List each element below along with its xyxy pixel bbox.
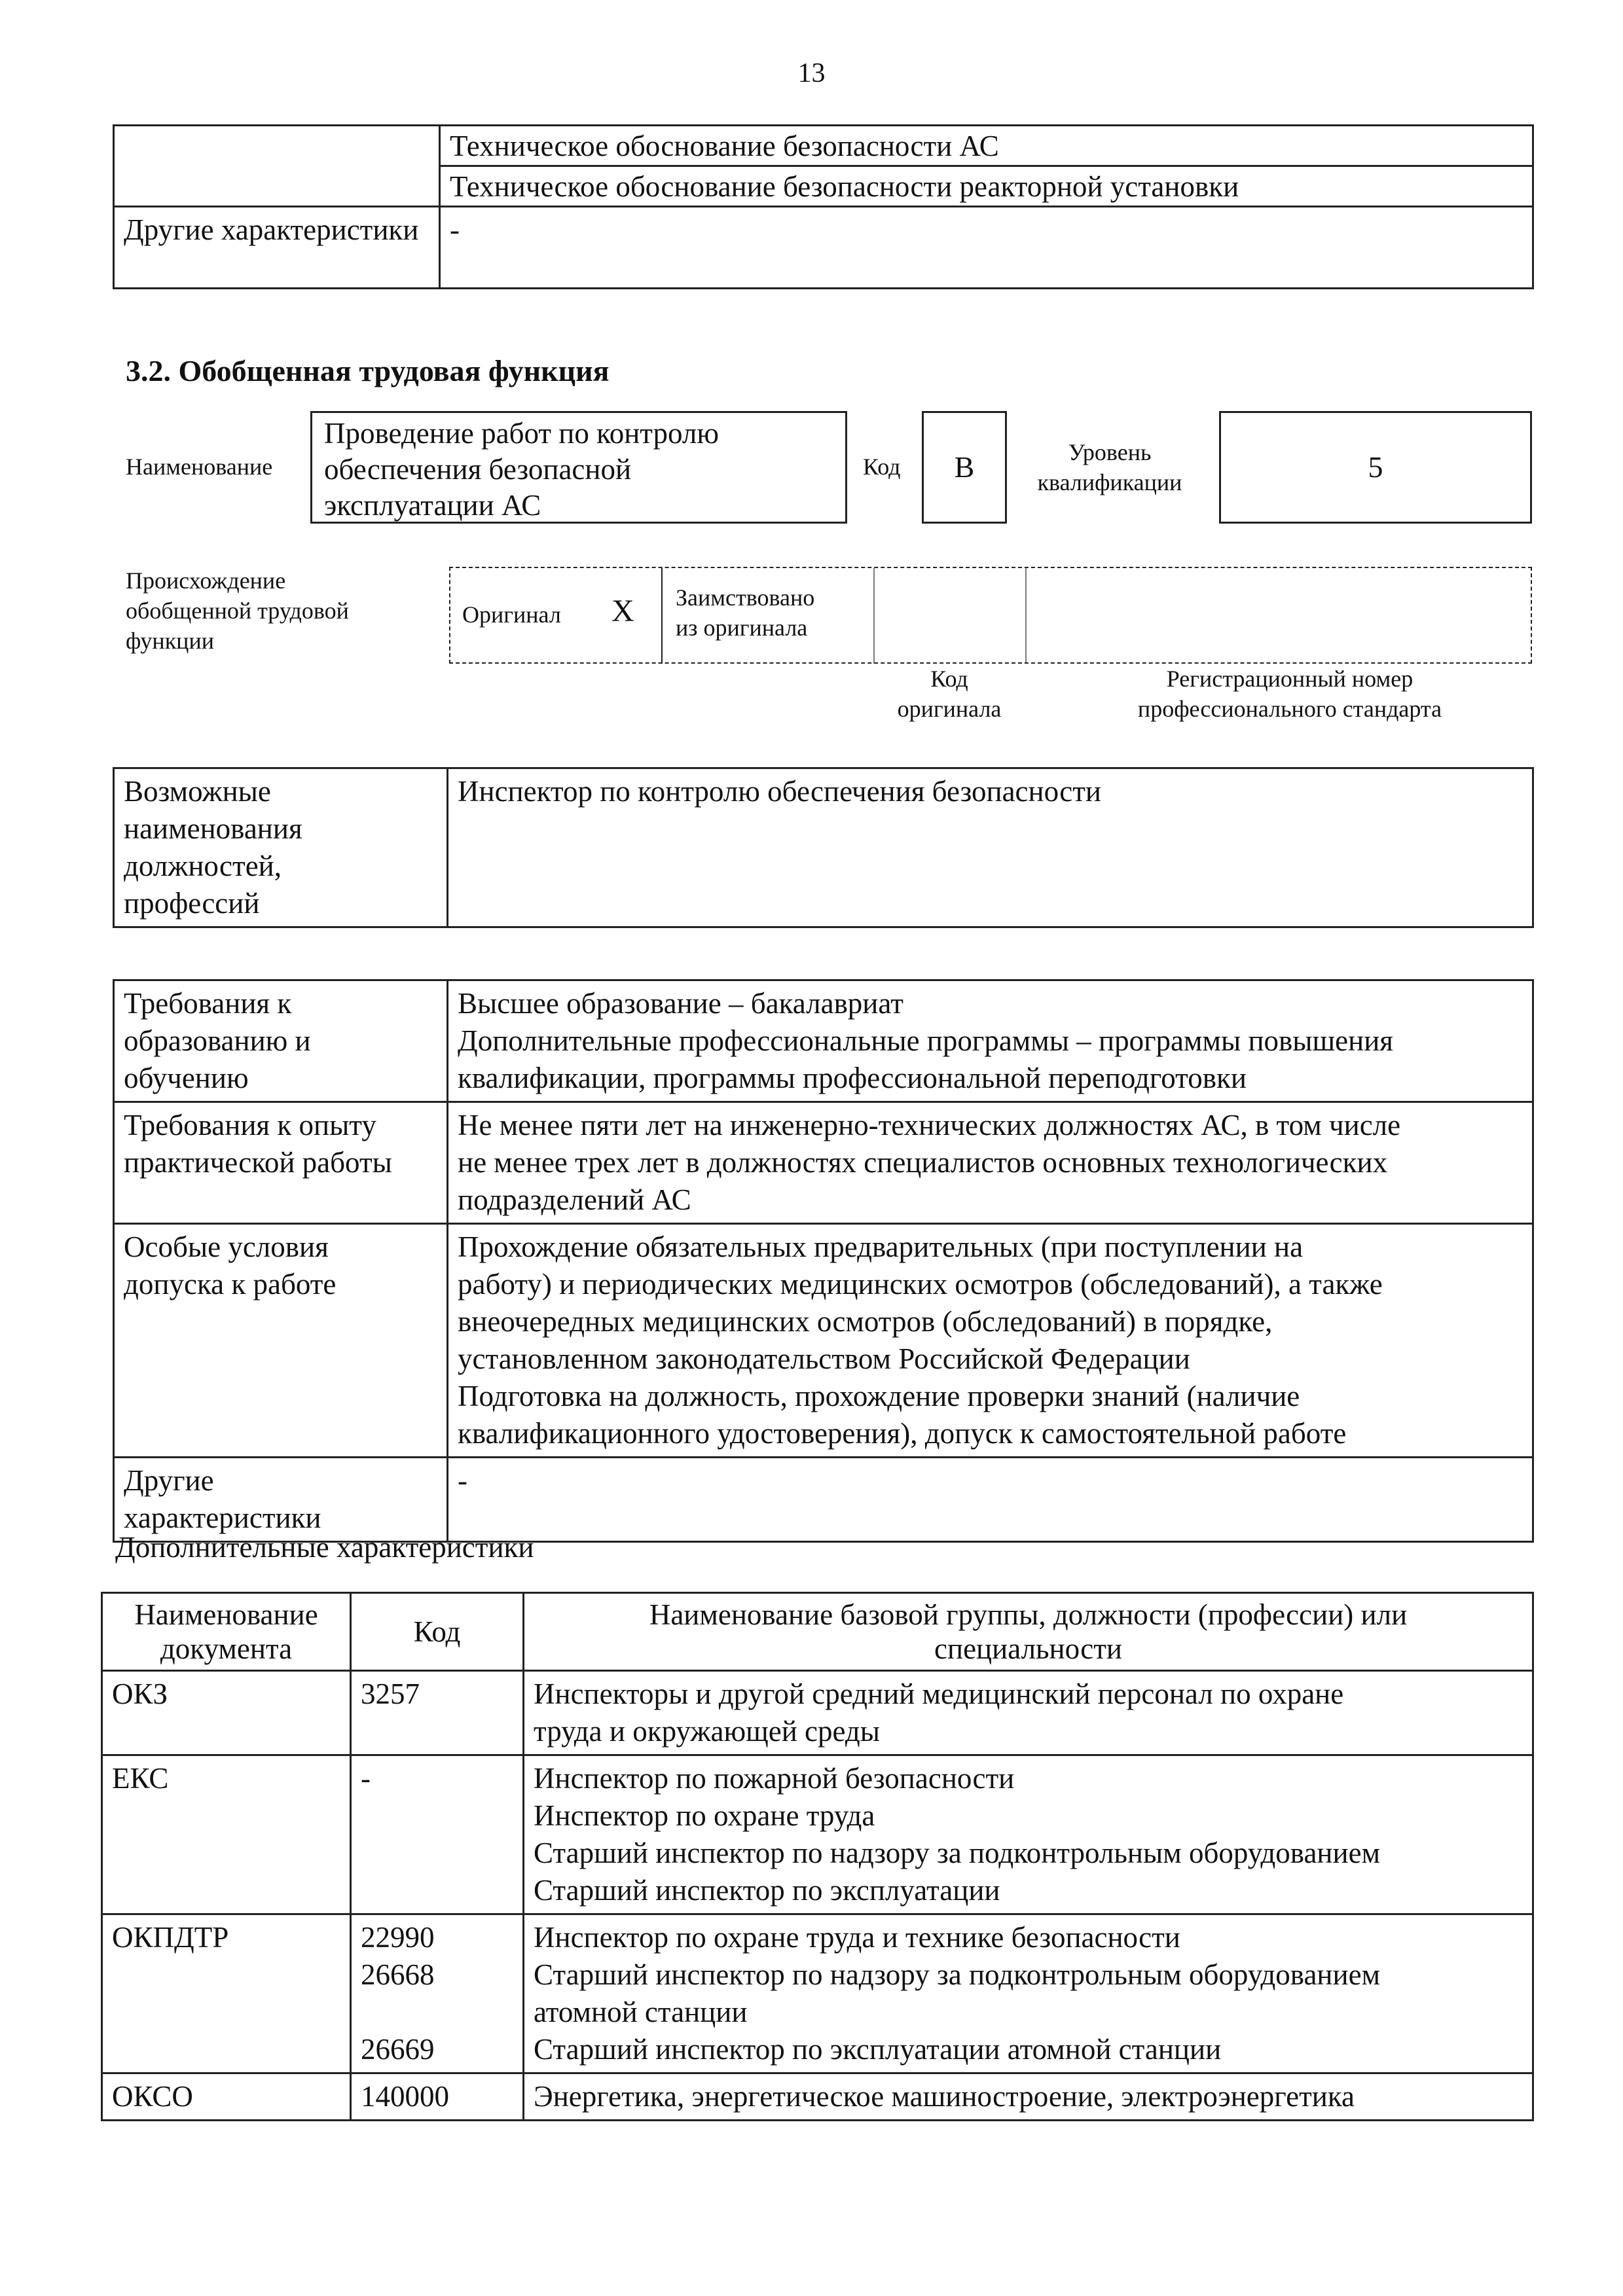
function-name-line: эксплуатации АС [324, 489, 541, 522]
borrowed-label: Заимствовано из оригинала [676, 584, 815, 641]
code-original-caption: Код оригинала [897, 666, 1002, 722]
cell-name: Энергетика, энергетическое машиностроение, электроэнергетика [524, 2073, 1533, 2121]
cell-doc: ОКПДТР [102, 1914, 351, 2073]
table-cell-label: Другие характеристики [114, 1458, 448, 1542]
cell-name: Инспекторы и другой средний медицинский персонал по охране труда и окружающей среды [524, 1671, 1533, 1755]
cell-doc: ЕКС [102, 1755, 351, 1914]
cell-name: Инспектор по охране труда и технике безопасности Старший инспектор по надзору за подконтрольным оборудованием атомной станции Старший инспектор по эксплуатации атомной станции [524, 1914, 1533, 2073]
table-cell-value: Высшее образование – бакалавриат Дополнительные профессиональные программы – программы повышения квалификации, программы профессиональной переподготовки [448, 980, 1533, 1102]
cell-code: 22990 26668 26669 [351, 1914, 524, 2073]
table-cell-value: Не менее пяти лет на инженерно-технических должностях АС, в том числе не менее трех лет в должностях специалистов основных технологических подразделений АС [448, 1102, 1533, 1224]
section-title: 3.2. Обобщенная трудовая функция [126, 354, 610, 387]
table-cell-label: Другие характеристики [114, 207, 440, 289]
top-characteristics-table [113, 124, 1534, 289]
level-value-box [1219, 411, 1532, 524]
code-value-box [922, 411, 1007, 524]
page-number: 13 [797, 58, 826, 88]
table-cell-value: - [448, 1458, 1533, 1542]
cell-code: 3257 [351, 1671, 524, 1755]
header-doc: Наименование документа [102, 1593, 351, 1671]
additional-table [101, 1592, 1534, 2121]
cell-code: - [351, 1755, 524, 1914]
positions-table [113, 767, 1534, 928]
cell-name: Инспектор по пожарной безопасности Инспектор по охране труда Старший инспектор по надзору за подконтрольным оборудованием Старший инспектор по эксплуатации [524, 1755, 1533, 1914]
table-cell-value: Техническое обоснование безопасности АС [440, 126, 1533, 166]
table-cell-value: Прохождение обязательных предварительных (при поступлении на работу) и периодических медицинских осмотров (обследований), а также внеочередных медицинских осмотров (обследований) в порядке, установленном законодательством Российской Федерации Подготовка на должность, прохождение проверки знаний (наличие квалификационного удостоверения), допуск к самостоятельной работе [448, 1224, 1533, 1458]
table-row [114, 1224, 1533, 1458]
table-row [102, 1671, 1533, 1755]
reg-number-caption: Регистрационный номер профессионального стандарта [1137, 666, 1442, 722]
table-row [114, 1458, 1533, 1542]
cell-doc: ОКЗ [102, 1671, 351, 1755]
table-cell-value: - [440, 207, 1533, 289]
table-cell-label [114, 126, 440, 207]
cell-code: 140000 [351, 2073, 524, 2121]
table-row [114, 126, 1533, 166]
table-cell-label: Особые условия допуска к работе [114, 1224, 448, 1458]
origin-divider [1025, 568, 1027, 664]
table-cell-value: Техническое обоснование безопасности реакторной установки [440, 166, 1533, 207]
table-cell-label: Требования к опыту практической работы [114, 1102, 448, 1224]
cell-doc: ОКСО [102, 2073, 351, 2121]
name-label: Наименование [126, 454, 273, 480]
table-row [114, 768, 1533, 927]
function-name-line: обеспечения безопасной [324, 453, 632, 486]
header-code: Код [351, 1593, 524, 1671]
origin-divider [873, 568, 875, 664]
table-cell-label: Требования к образованию и обучению [114, 980, 448, 1102]
table-row [102, 1755, 1533, 1914]
level-value: 5 [1368, 450, 1383, 484]
code-value: B [954, 450, 975, 484]
origin-label: Происхождение обобщенной трудовой функции [126, 567, 349, 654]
table-header-row [102, 1593, 1533, 1671]
table-cell-value: Инспектор по контролю обеспечения безопасности [448, 768, 1533, 927]
function-name-box [310, 411, 847, 524]
table-row [114, 1102, 1533, 1224]
additional-heading: Дополнительные характеристики [115, 1531, 534, 1564]
table-row [114, 207, 1533, 289]
code-label: Код [863, 454, 901, 480]
table-cell-label: Возможные наименования должностей, профессий [114, 768, 448, 927]
origin-box [449, 567, 1532, 664]
function-name-line: Проведение работ по контролю [324, 417, 719, 450]
requirements-table [113, 979, 1534, 1543]
header-name: Наименование базовой группы, должности (профессии) или специальности [524, 1593, 1533, 1671]
table-row [102, 1914, 1533, 2073]
origin-divider [661, 568, 663, 664]
level-label: Уровень квалификации [1037, 439, 1182, 495]
original-mark: X [611, 594, 634, 628]
table-row [114, 980, 1533, 1102]
original-label: Оригинал [462, 601, 561, 628]
table-row [102, 2073, 1533, 2121]
